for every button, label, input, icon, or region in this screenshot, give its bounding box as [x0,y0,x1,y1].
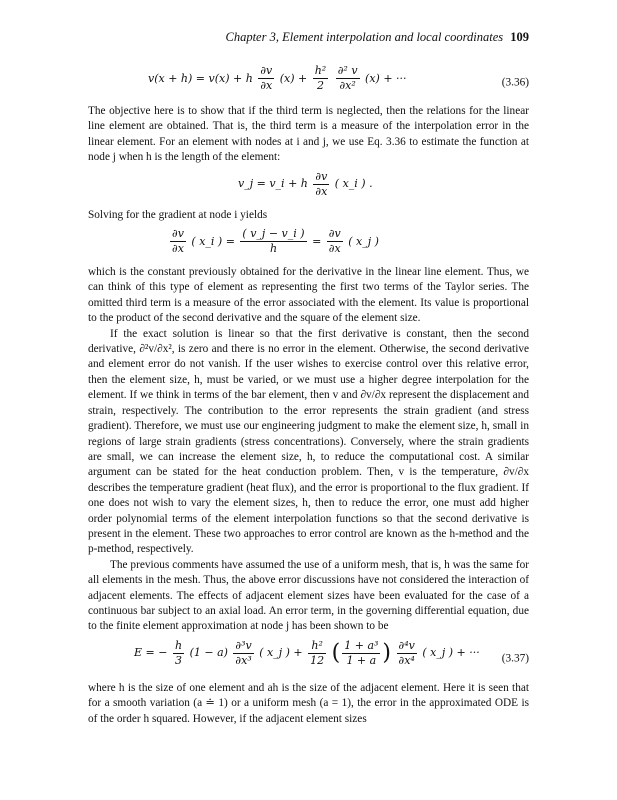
running-header [225,30,529,45]
paragraph-6: where h is the size of one element and ah is the size of the adjacent element. Here it is seen that for a smooth variation (a ≐ 1) or a uniform mesh (a = 1), the error in the approximated ODE is of the order h squared. However, if the adjacent element sizes [88,681,529,725]
equation-3-36 [88,64,529,102]
paragraph-2: Solving for the gradient at node i yields [88,208,268,221]
equation-3-37 [88,639,529,679]
equation-vj: v_j = v_i + h $\frac{\partial v}{\partial x}$ ( x_i ) . [238,169,373,198]
equation-number-3-36: (3.36) [501,76,529,89]
page-body [88,60,529,727]
eq-3-37-expr: E = − $\frac{h}{3}$ (1 − a) $\frac{\text{∂³v}}{\text{∂x³}}$ ( x_j ) + $\frac{\text{h²}}{12}$ ( $\frac{\text{1 + a³}}{1 + a}$ ) $\frac{\text{∂⁴v}}{\text{∂x⁴}}$ ( x_j ) + ··· [134,638,480,667]
eq-3-36-expr: v(x + h) = v(x) + h $\frac{\partial v}{\partial x}$ (x) + $\frac{\text{h²}}{2}$ $\frac{\text{∂² v}}{\text{∂x²}}$ (x) + ··· [148,64,407,92]
equation-number-3-37: (3.37) [501,652,529,665]
running-title: Chapter 3, Element interpolation and local coordinates [225,30,504,44]
paragraph-3: which is the constant previously obtained for the derivative in the linear line element. Thus, we can think of this type of element as representing the first two terms of the Taylor series. The omitted third term is a measure of the error associated with the element. Its value is proportional to the product of the second derivative and the square of the element size. [88,266,529,325]
paragraph-4: If the exact solution is linear so that the first derivative is constant, then the second derivative, ∂²v/∂x², is zero and there is no error in the element. Otherwise, the second derivative and element error do not vanish. If the user wishes to exercise control over this relative error, then the element size, h, must be varied, or we must use a higher degree interpolation for the element. If we think in terms of the bar element, then v and ∂v/∂x represent the displacement and strain, respectively. The contribution to the error represents the strain gradient (and stress gradient). Therefore, we must use our engineering judgment to make the element size, h, small in regions of large strain gradients (stress concentrations). Conversely, where the strain gradients are small, we can increase the element size, h, to reduce the computational cost. A similar argument can be stated for the heat conduction problem. Then, v is the temperature, ∂v/∂x describes the temperature gradient (heat flux), and the error is proportional to the flux gradient. If one does not wish to vary the element sizes, h, then to reduce the error, one must add higher order polynomial terms of the element interpolation functions so that the second derivative is present in the element. These two approaches to error control are known as the h-method and the p-method, respectively. [88,327,529,556]
paragraph-5: The previous comments have assumed the use of a uniform mesh, that is, h was the same for all elements in the mesh. Thus, the above error discussions have not considered the interaction of adjacent elements. The effects of adjacent element sizes have been evaluated for the case of a continuous bar subject to an axial load. An error term, in the governing differential equation, due to the finite element approximation at node j has been shown to be [88,558,529,633]
paragraph-1: The objective here is to show that if the third term is neglected, then the relations for the linear line element are obtained. That is, the third term is a measure of the interpolation error in the linear element. For an element with nodes at i and j, we use Eq. 3.36 to estimate the function at node j when h is the length of the element: [88,105,529,164]
page-number: 109 [510,30,529,44]
equation-gradient: $\frac{\partial v}{\partial x}$ ( x_i ) = $\frac{( v\_j - v\_i )}{h}$ = $\frac{\partial v}{\partial x}$ ( x_j ) [172,227,379,256]
